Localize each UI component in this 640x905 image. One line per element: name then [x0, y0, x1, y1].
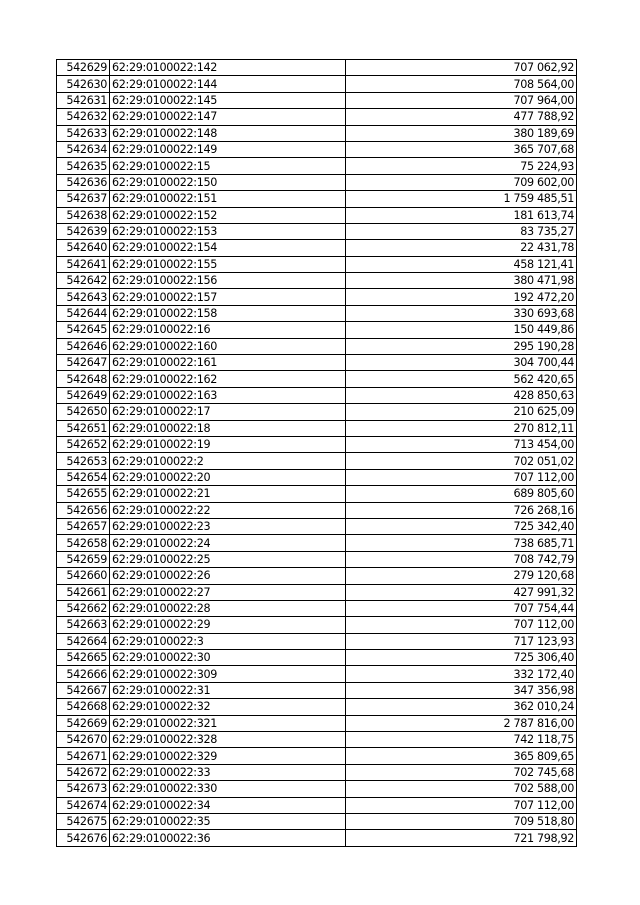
row-id-cell: 542671	[57, 748, 110, 764]
row-id-cell: 542635	[57, 158, 110, 174]
table-row	[57, 617, 577, 633]
row-id-cell: 542670	[57, 732, 110, 748]
cadastral-number-cell: 62:29:0100022:149	[110, 141, 346, 157]
row-id-cell: 542657	[57, 518, 110, 534]
row-id-cell: 542633	[57, 125, 110, 141]
value-cell: 458 121,41	[346, 256, 577, 272]
cadastral-number-cell: 62:29:0100022:24	[110, 535, 346, 551]
table-row	[57, 764, 577, 780]
cadastral-number-cell: 62:29:0100022:148	[110, 125, 346, 141]
cadastral-number-cell: 62:29:0100022:147	[110, 109, 346, 125]
table-row	[57, 518, 577, 534]
cadastral-number-cell: 62:29:0100022:328	[110, 732, 346, 748]
table-row	[57, 60, 577, 76]
table-row	[57, 682, 577, 698]
value-cell: 707 062,92	[346, 60, 577, 76]
cadastral-number-cell: 62:29:0100022:150	[110, 174, 346, 190]
table-row	[57, 207, 577, 223]
table-row	[57, 453, 577, 469]
row-id-cell: 542661	[57, 584, 110, 600]
cadastral-number-cell: 62:29:0100022:144	[110, 76, 346, 92]
cadastral-number-cell: 62:29:0100022:33	[110, 764, 346, 780]
value-cell: 279 120,68	[346, 568, 577, 584]
table-row	[57, 355, 577, 371]
row-id-cell: 542675	[57, 813, 110, 829]
table-row	[57, 584, 577, 600]
row-id-cell: 542654	[57, 469, 110, 485]
table-row	[57, 191, 577, 207]
cadastral-number-cell: 62:29:0100022:163	[110, 387, 346, 403]
row-id-cell: 542667	[57, 682, 110, 698]
cadastral-number-cell: 62:29:0100022:155	[110, 256, 346, 272]
cadastral-number-cell: 62:29:0100022:34	[110, 797, 346, 813]
cadastral-number-cell: 62:29:0100022:160	[110, 338, 346, 354]
row-id-cell: 542664	[57, 633, 110, 649]
cadastral-number-cell: 62:29:0100022:32	[110, 699, 346, 715]
cadastral-value-table	[56, 59, 577, 847]
table-row	[57, 633, 577, 649]
value-cell: 365 707,68	[346, 141, 577, 157]
value-cell: 689 805,60	[346, 486, 577, 502]
row-id-cell: 542659	[57, 551, 110, 567]
row-id-cell: 542668	[57, 699, 110, 715]
cadastral-number-cell: 62:29:0100022:16	[110, 322, 346, 338]
cadastral-number-cell: 62:29:0100022:309	[110, 666, 346, 682]
table-row	[57, 502, 577, 518]
table-row	[57, 125, 577, 141]
cadastral-number-cell: 62:29:0100022:21	[110, 486, 346, 502]
row-id-cell: 542662	[57, 600, 110, 616]
table-row	[57, 92, 577, 108]
cadastral-number-cell: 62:29:0100022:154	[110, 240, 346, 256]
row-id-cell: 542640	[57, 240, 110, 256]
value-cell: 707 112,00	[346, 617, 577, 633]
value-cell: 380 471,98	[346, 273, 577, 289]
row-id-cell: 542673	[57, 781, 110, 797]
cadastral-number-cell: 62:29:0100022:15	[110, 158, 346, 174]
value-cell: 83 735,27	[346, 223, 577, 239]
value-cell: 2 787 816,00	[346, 715, 577, 731]
table-row	[57, 715, 577, 731]
table-row	[57, 551, 577, 567]
cadastral-number-cell: 62:29:0100022:36	[110, 830, 346, 846]
value-cell: 702 588,00	[346, 781, 577, 797]
row-id-cell: 542666	[57, 666, 110, 682]
value-cell: 347 356,98	[346, 682, 577, 698]
row-id-cell: 542676	[57, 830, 110, 846]
cadastral-number-cell: 62:29:0100022:153	[110, 223, 346, 239]
cadastral-number-cell: 62:29:0100022:29	[110, 617, 346, 633]
row-id-cell: 542648	[57, 371, 110, 387]
cadastral-number-cell: 62:29:0100022:162	[110, 371, 346, 387]
row-id-cell: 542638	[57, 207, 110, 223]
value-cell: 1 759 485,51	[346, 191, 577, 207]
value-cell: 75 224,93	[346, 158, 577, 174]
table-row	[57, 420, 577, 436]
table-row	[57, 748, 577, 764]
row-id-cell: 542651	[57, 420, 110, 436]
table-body	[57, 60, 577, 847]
row-id-cell: 542636	[57, 174, 110, 190]
row-id-cell: 542642	[57, 273, 110, 289]
value-cell: 707 112,00	[346, 797, 577, 813]
table-row	[57, 781, 577, 797]
row-id-cell: 542631	[57, 92, 110, 108]
row-id-cell: 542663	[57, 617, 110, 633]
value-cell: 365 809,65	[346, 748, 577, 764]
table-row	[57, 338, 577, 354]
row-id-cell: 542674	[57, 797, 110, 813]
row-id-cell: 542672	[57, 764, 110, 780]
cadastral-number-cell: 62:29:0100022:17	[110, 404, 346, 420]
row-id-cell: 542650	[57, 404, 110, 420]
row-id-cell: 542653	[57, 453, 110, 469]
value-cell: 22 431,78	[346, 240, 577, 256]
cadastral-number-cell: 62:29:0100022:158	[110, 305, 346, 321]
value-cell: 428 850,63	[346, 387, 577, 403]
value-cell: 380 189,69	[346, 125, 577, 141]
row-id-cell: 542649	[57, 387, 110, 403]
value-cell: 726 268,16	[346, 502, 577, 518]
value-cell: 707 754,44	[346, 600, 577, 616]
table-row	[57, 223, 577, 239]
value-cell: 427 991,32	[346, 584, 577, 600]
value-cell: 562 420,65	[346, 371, 577, 387]
value-cell: 192 472,20	[346, 289, 577, 305]
value-cell: 707 964,00	[346, 92, 577, 108]
row-id-cell: 542658	[57, 535, 110, 551]
table-row	[57, 305, 577, 321]
value-cell: 330 693,68	[346, 305, 577, 321]
cadastral-number-cell: 62:29:0100022:30	[110, 650, 346, 666]
table-row	[57, 813, 577, 829]
cadastral-number-cell: 62:29:0100022:329	[110, 748, 346, 764]
table-row	[57, 289, 577, 305]
value-cell: 707 112,00	[346, 469, 577, 485]
value-cell: 708 564,00	[346, 76, 577, 92]
row-id-cell: 542647	[57, 355, 110, 371]
value-cell: 181 613,74	[346, 207, 577, 223]
cadastral-number-cell: 62:29:0100022:19	[110, 436, 346, 452]
table-row	[57, 371, 577, 387]
cadastral-number-cell: 62:29:0100022:2	[110, 453, 346, 469]
value-cell: 708 742,79	[346, 551, 577, 567]
table-row	[57, 797, 577, 813]
value-cell: 304 700,44	[346, 355, 577, 371]
row-id-cell: 542665	[57, 650, 110, 666]
row-id-cell: 542656	[57, 502, 110, 518]
value-cell: 725 342,40	[346, 518, 577, 534]
row-id-cell: 542629	[57, 60, 110, 76]
table-row	[57, 699, 577, 715]
row-id-cell: 542643	[57, 289, 110, 305]
table-row	[57, 535, 577, 551]
cadastral-number-cell: 62:29:0100022:26	[110, 568, 346, 584]
table-row	[57, 830, 577, 846]
row-id-cell: 542645	[57, 322, 110, 338]
table-row	[57, 240, 577, 256]
table-row	[57, 273, 577, 289]
cadastral-number-cell: 62:29:0100022:161	[110, 355, 346, 371]
table-row	[57, 486, 577, 502]
table-row	[57, 109, 577, 125]
table-row	[57, 158, 577, 174]
row-id-cell: 542644	[57, 305, 110, 321]
cadastral-number-cell: 62:29:0100022:18	[110, 420, 346, 436]
table-row	[57, 387, 577, 403]
table-row	[57, 650, 577, 666]
cadastral-number-cell: 62:29:0100022:35	[110, 813, 346, 829]
row-id-cell: 542634	[57, 141, 110, 157]
table-row	[57, 568, 577, 584]
table-row	[57, 469, 577, 485]
row-id-cell: 542669	[57, 715, 110, 731]
table-row	[57, 174, 577, 190]
cadastral-number-cell: 62:29:0100022:27	[110, 584, 346, 600]
table-row	[57, 436, 577, 452]
value-cell: 713 454,00	[346, 436, 577, 452]
row-id-cell: 542632	[57, 109, 110, 125]
table-row	[57, 404, 577, 420]
value-cell: 210 625,09	[346, 404, 577, 420]
value-cell: 477 788,92	[346, 109, 577, 125]
cadastral-number-cell: 62:29:0100022:20	[110, 469, 346, 485]
table-row	[57, 76, 577, 92]
cadastral-number-cell: 62:29:0100022:3	[110, 633, 346, 649]
cadastral-number-cell: 62:29:0100022:330	[110, 781, 346, 797]
row-id-cell: 542652	[57, 436, 110, 452]
table-row	[57, 256, 577, 272]
value-cell: 332 172,40	[346, 666, 577, 682]
value-cell: 709 602,00	[346, 174, 577, 190]
row-id-cell: 542639	[57, 223, 110, 239]
value-cell: 721 798,92	[346, 830, 577, 846]
cadastral-number-cell: 62:29:0100022:23	[110, 518, 346, 534]
cadastral-number-cell: 62:29:0100022:151	[110, 191, 346, 207]
row-id-cell: 542630	[57, 76, 110, 92]
cadastral-number-cell: 62:29:0100022:25	[110, 551, 346, 567]
value-cell: 702 051,02	[346, 453, 577, 469]
row-id-cell: 542646	[57, 338, 110, 354]
row-id-cell: 542641	[57, 256, 110, 272]
value-cell: 295 190,28	[346, 338, 577, 354]
value-cell: 362 010,24	[346, 699, 577, 715]
cadastral-number-cell: 62:29:0100022:157	[110, 289, 346, 305]
cadastral-number-cell: 62:29:0100022:31	[110, 682, 346, 698]
cadastral-number-cell: 62:29:0100022:142	[110, 60, 346, 76]
cadastral-number-cell: 62:29:0100022:145	[110, 92, 346, 108]
row-id-cell: 542637	[57, 191, 110, 207]
value-cell: 742 118,75	[346, 732, 577, 748]
table-row	[57, 600, 577, 616]
value-cell: 150 449,86	[346, 322, 577, 338]
table-row	[57, 322, 577, 338]
cadastral-number-cell: 62:29:0100022:22	[110, 502, 346, 518]
value-cell: 717 123,93	[346, 633, 577, 649]
table-row	[57, 666, 577, 682]
row-id-cell: 542660	[57, 568, 110, 584]
table-row	[57, 141, 577, 157]
table-row	[57, 732, 577, 748]
row-id-cell: 542655	[57, 486, 110, 502]
cadastral-number-cell: 62:29:0100022:152	[110, 207, 346, 223]
value-cell: 709 518,80	[346, 813, 577, 829]
value-cell: 702 745,68	[346, 764, 577, 780]
cadastral-number-cell: 62:29:0100022:156	[110, 273, 346, 289]
value-cell: 738 685,71	[346, 535, 577, 551]
value-cell: 725 306,40	[346, 650, 577, 666]
cadastral-number-cell: 62:29:0100022:28	[110, 600, 346, 616]
value-cell: 270 812,11	[346, 420, 577, 436]
cadastral-number-cell: 62:29:0100022:321	[110, 715, 346, 731]
